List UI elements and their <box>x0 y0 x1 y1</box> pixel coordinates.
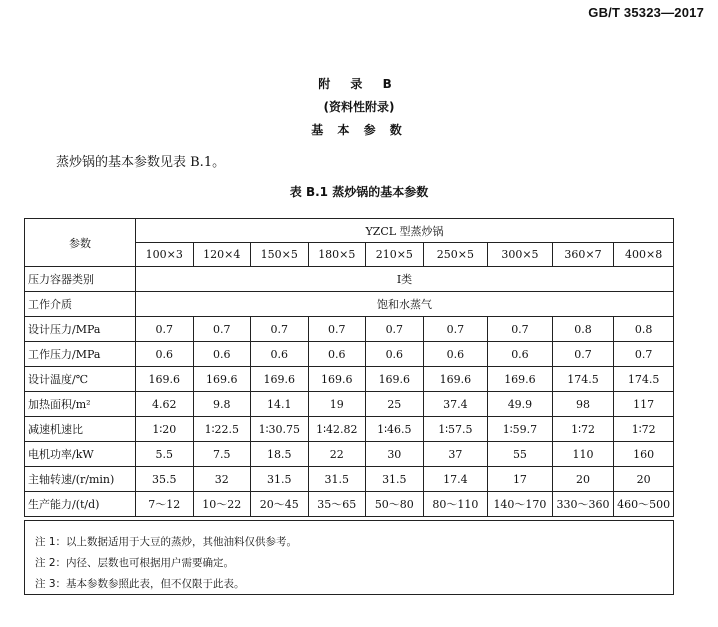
table-cell: 1∶72 <box>614 417 674 442</box>
table-cell: 17.4 <box>423 467 488 492</box>
table-cell: 37 <box>423 442 488 467</box>
table-cell: 460～500 <box>614 492 674 517</box>
table-cell: 32 <box>193 467 251 492</box>
table-cell: 19 <box>308 392 366 417</box>
table-cell: 117 <box>614 392 674 417</box>
table-cell: 0.7 <box>193 317 251 342</box>
table-cell: 0.7 <box>251 317 309 342</box>
table-row <box>25 317 674 342</box>
table-row <box>25 417 674 442</box>
table-cell: 330～360 <box>552 492 614 517</box>
table-cell: 37.4 <box>423 392 488 417</box>
standard-number: GB/T 35323—2017 <box>588 5 704 20</box>
table-cell: 169.6 <box>136 367 194 392</box>
table-cell: 9.8 <box>193 392 251 417</box>
row-label: 生产能力/(t/d) <box>25 492 136 517</box>
table-cell: 169.6 <box>423 367 488 392</box>
table-row <box>25 392 674 417</box>
table-cell: 110 <box>552 442 614 467</box>
table-row <box>25 342 674 367</box>
table-cell: 0.7 <box>366 317 424 342</box>
table-cell: 169.6 <box>308 367 366 392</box>
table-cell: 7.5 <box>193 442 251 467</box>
table-row <box>25 367 674 392</box>
model-header-cell: 300×5 <box>488 243 553 267</box>
table-cell: 31.5 <box>366 467 424 492</box>
parameters-table <box>24 218 674 517</box>
table-cell: 0.8 <box>552 317 614 342</box>
row-label: 设计压力/MPa <box>25 317 136 342</box>
table-cell: 0.6 <box>488 342 553 367</box>
table-cell: 31.5 <box>251 467 309 492</box>
table-cell: 0.7 <box>552 342 614 367</box>
table-cell: 0.6 <box>423 342 488 367</box>
row-label: 减速机速比 <box>25 417 136 442</box>
table-cell: 0.7 <box>488 317 553 342</box>
table-cell: 174.5 <box>552 367 614 392</box>
note-1: 注 1：以上数据适用于大豆的蒸炒，其他油料仅供参考。 <box>35 536 298 548</box>
table-cell: 10～22 <box>193 492 251 517</box>
model-header-cell: 400×8 <box>614 243 674 267</box>
table-row <box>25 492 674 517</box>
appendix-info: (资料性附录) <box>323 100 395 114</box>
appendix-title: 基 本 参 数 <box>311 123 407 137</box>
table-cell: 98 <box>552 392 614 417</box>
row-label: 加热面积/m² <box>25 392 136 417</box>
table-cell: 7～12 <box>136 492 194 517</box>
table-cell: 1∶72 <box>552 417 614 442</box>
table-cell: 18.5 <box>251 442 309 467</box>
param-header: 参数 <box>25 219 136 267</box>
model-header-cell: 120×4 <box>193 243 251 267</box>
table-cell: 17 <box>488 467 553 492</box>
table-cell: 4.62 <box>136 392 194 417</box>
row-label: 工作压力/MPa <box>25 342 136 367</box>
table-cell: 160 <box>614 442 674 467</box>
table-cell: 5.5 <box>136 442 194 467</box>
table-cell: 0.6 <box>193 342 251 367</box>
table-cell: 20～45 <box>251 492 309 517</box>
model-header-cell: 210×5 <box>366 243 424 267</box>
table-cell: 140～170 <box>488 492 553 517</box>
pressure-class-value: Ⅰ类 <box>136 267 674 292</box>
table-cell: 1∶42.82 <box>308 417 366 442</box>
table-cell: 1∶22.5 <box>193 417 251 442</box>
table-cell: 1∶30.75 <box>251 417 309 442</box>
table-cell: 0.8 <box>614 317 674 342</box>
table-cell: 169.6 <box>193 367 251 392</box>
appendix-label: 附 录 B <box>318 77 400 91</box>
table-row <box>25 467 674 492</box>
table-cell: 0.7 <box>136 317 194 342</box>
note-2: 注 2：内径、层数也可根据用户需要确定。 <box>35 557 235 569</box>
table-cell: 1∶20 <box>136 417 194 442</box>
table-cell: 174.5 <box>614 367 674 392</box>
table-cell: 1∶46.5 <box>366 417 424 442</box>
model-header-cell: 100×3 <box>136 243 194 267</box>
table-cell: 22 <box>308 442 366 467</box>
table-cell: 14.1 <box>251 392 309 417</box>
table-cell: 20 <box>552 467 614 492</box>
table-cell: 0.7 <box>423 317 488 342</box>
table-cell: 35.5 <box>136 467 194 492</box>
medium-value: 饱和水蒸气 <box>136 292 674 317</box>
pressure-class-label: 压力容器类别 <box>25 267 136 292</box>
table-cell: 25 <box>366 392 424 417</box>
row-label: 设计温度/℃ <box>25 367 136 392</box>
group-header: YZCL 型蒸炒锅 <box>136 219 674 243</box>
table-cell: 35～65 <box>308 492 366 517</box>
table-cell: 0.6 <box>251 342 309 367</box>
note-3: 注 3：基本参数参照此表，但不仅限于此表。 <box>35 578 245 590</box>
table-cell: 169.6 <box>366 367 424 392</box>
model-header-cell: 150×5 <box>251 243 309 267</box>
model-header-cell: 250×5 <box>423 243 488 267</box>
table-cell: 20 <box>614 467 674 492</box>
intro-paragraph: 蒸炒锅的基本参数见表 B.1。 <box>56 155 226 170</box>
table-cell: 31.5 <box>308 467 366 492</box>
table-cell: 1∶59.7 <box>488 417 553 442</box>
row-label: 主轴转速/(r/min) <box>25 467 136 492</box>
model-header-cell: 180×5 <box>308 243 366 267</box>
table-cell: 0.7 <box>308 317 366 342</box>
table-cell: 0.6 <box>136 342 194 367</box>
model-header-cell: 360×7 <box>552 243 614 267</box>
table-cell: 49.9 <box>488 392 553 417</box>
table-cell: 55 <box>488 442 553 467</box>
table-cell: 50～80 <box>366 492 424 517</box>
table-caption: 表 B.1 蒸炒锅的基本参数 <box>289 185 429 199</box>
row-label: 电机功率/kW <box>25 442 136 467</box>
table-cell: 0.6 <box>366 342 424 367</box>
medium-label: 工作介质 <box>25 292 136 317</box>
table-cell: 169.6 <box>488 367 553 392</box>
table-cell: 30 <box>366 442 424 467</box>
table-row <box>25 442 674 467</box>
table-cell: 169.6 <box>251 367 309 392</box>
table-cell: 0.7 <box>614 342 674 367</box>
table-cell: 1∶57.5 <box>423 417 488 442</box>
table-cell: 80～110 <box>423 492 488 517</box>
table-notes <box>24 520 674 595</box>
table-cell: 0.6 <box>308 342 366 367</box>
